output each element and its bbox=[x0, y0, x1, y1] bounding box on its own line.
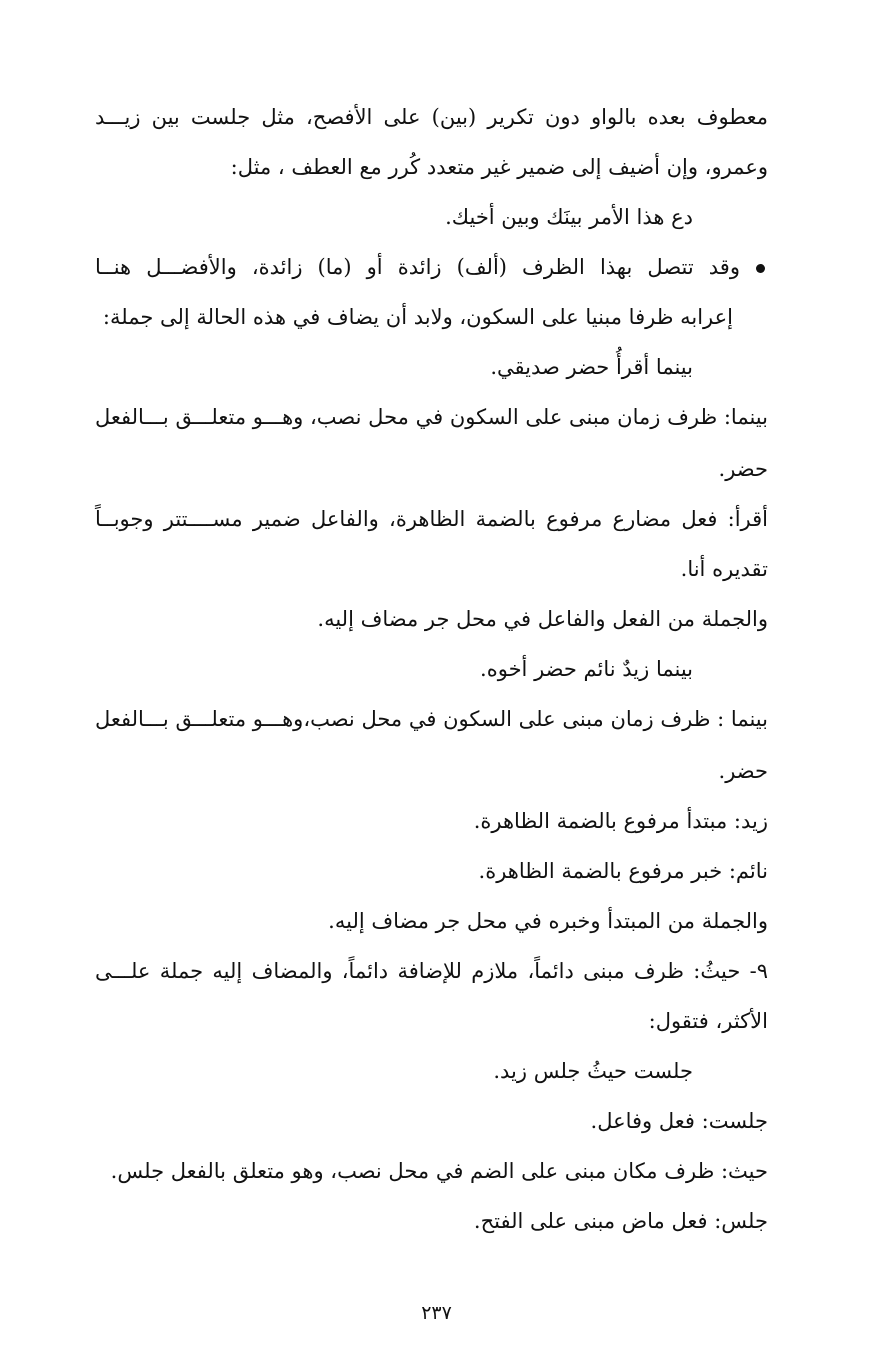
text-line-1: معطوف بعده بالواو دون تكرير (بين) على الأفصح، مثل جلست بين زيـــد bbox=[95, 105, 768, 129]
text-line-21: جلست: فعل وفاعل. bbox=[590, 1109, 768, 1133]
text-line-22: حيث: ظرف مكان مبنى على الضم في محل نصب، وهو متعلق بالفعل جلس. bbox=[110, 1159, 768, 1183]
text-line-7: بينما: ظرف زمان مبنى على السكون في محل نصب، وهـــو متعلـــق بـــالفعل bbox=[95, 405, 768, 429]
bullet-line bbox=[95, 252, 765, 282]
example-line-3: بينما زيدٌ نائم حضر أخوه. bbox=[480, 657, 693, 681]
page-number: ٢٣٧ bbox=[421, 1302, 452, 1324]
example-line-4: جلست حيثُ جلس زيد. bbox=[493, 1059, 693, 1083]
text-line-19: الأكثر، فتقول: bbox=[648, 1009, 768, 1033]
text-line-8: حضر. bbox=[718, 457, 768, 481]
text-line-2: وعمرو، وإن أضيف إلى ضمير غير متعدد كُرر مع العطف ، مثل: bbox=[230, 155, 768, 179]
bullet-icon bbox=[756, 264, 765, 273]
text-line-15: زيد: مبتدأ مرفوع بالضمة الظاهرة. bbox=[473, 809, 768, 833]
text-line-18: ٩- حيثُ: ظرف مبنى دائماً، ملازم للإضافة دائماً، والمضاف إليه جملة علـــى bbox=[95, 959, 768, 983]
example-line-2: بينما أقرأُ حضر صديقي. bbox=[490, 355, 693, 379]
text-line-23: جلس: فعل ماض مبنى على الفتح. bbox=[473, 1209, 768, 1233]
text-line-9: أقرأ: فعل مضارع مرفوع بالضمة الظاهرة، والفاعل ضمير مســــتتر وجوبــاً bbox=[95, 507, 768, 531]
text-line-14: حضر. bbox=[718, 759, 768, 783]
example-line-1: دع هذا الأمر بينَك وبين أخيك. bbox=[445, 205, 693, 229]
text-line-16: نائم: خبر مرفوع بالضمة الظاهرة. bbox=[478, 859, 768, 883]
text-line-10: تقديره أنا. bbox=[680, 557, 768, 581]
text-line-5: إعرابه ظرفا مبنيا على السكون، ولابد أن يضاف في هذه الحالة إلى جملة: bbox=[102, 305, 733, 329]
text-line-13: بينما : ظرف زمان مبنى على السكون في محل نصب،وهـــو متعلـــق بـــالفعل bbox=[95, 707, 768, 731]
text-line-17: والجملة من المبتدأ وخبره في محل جر مضاف إليه. bbox=[328, 909, 768, 933]
bullet-text: وقد تتصل بهذا الظرف (ألف) زائدة أو (ما) زائدة، والأفضـــل هنــا bbox=[95, 255, 740, 279]
text-line-11: والجملة من الفعل والفاعل في محل جر مضاف إليه. bbox=[317, 607, 768, 631]
